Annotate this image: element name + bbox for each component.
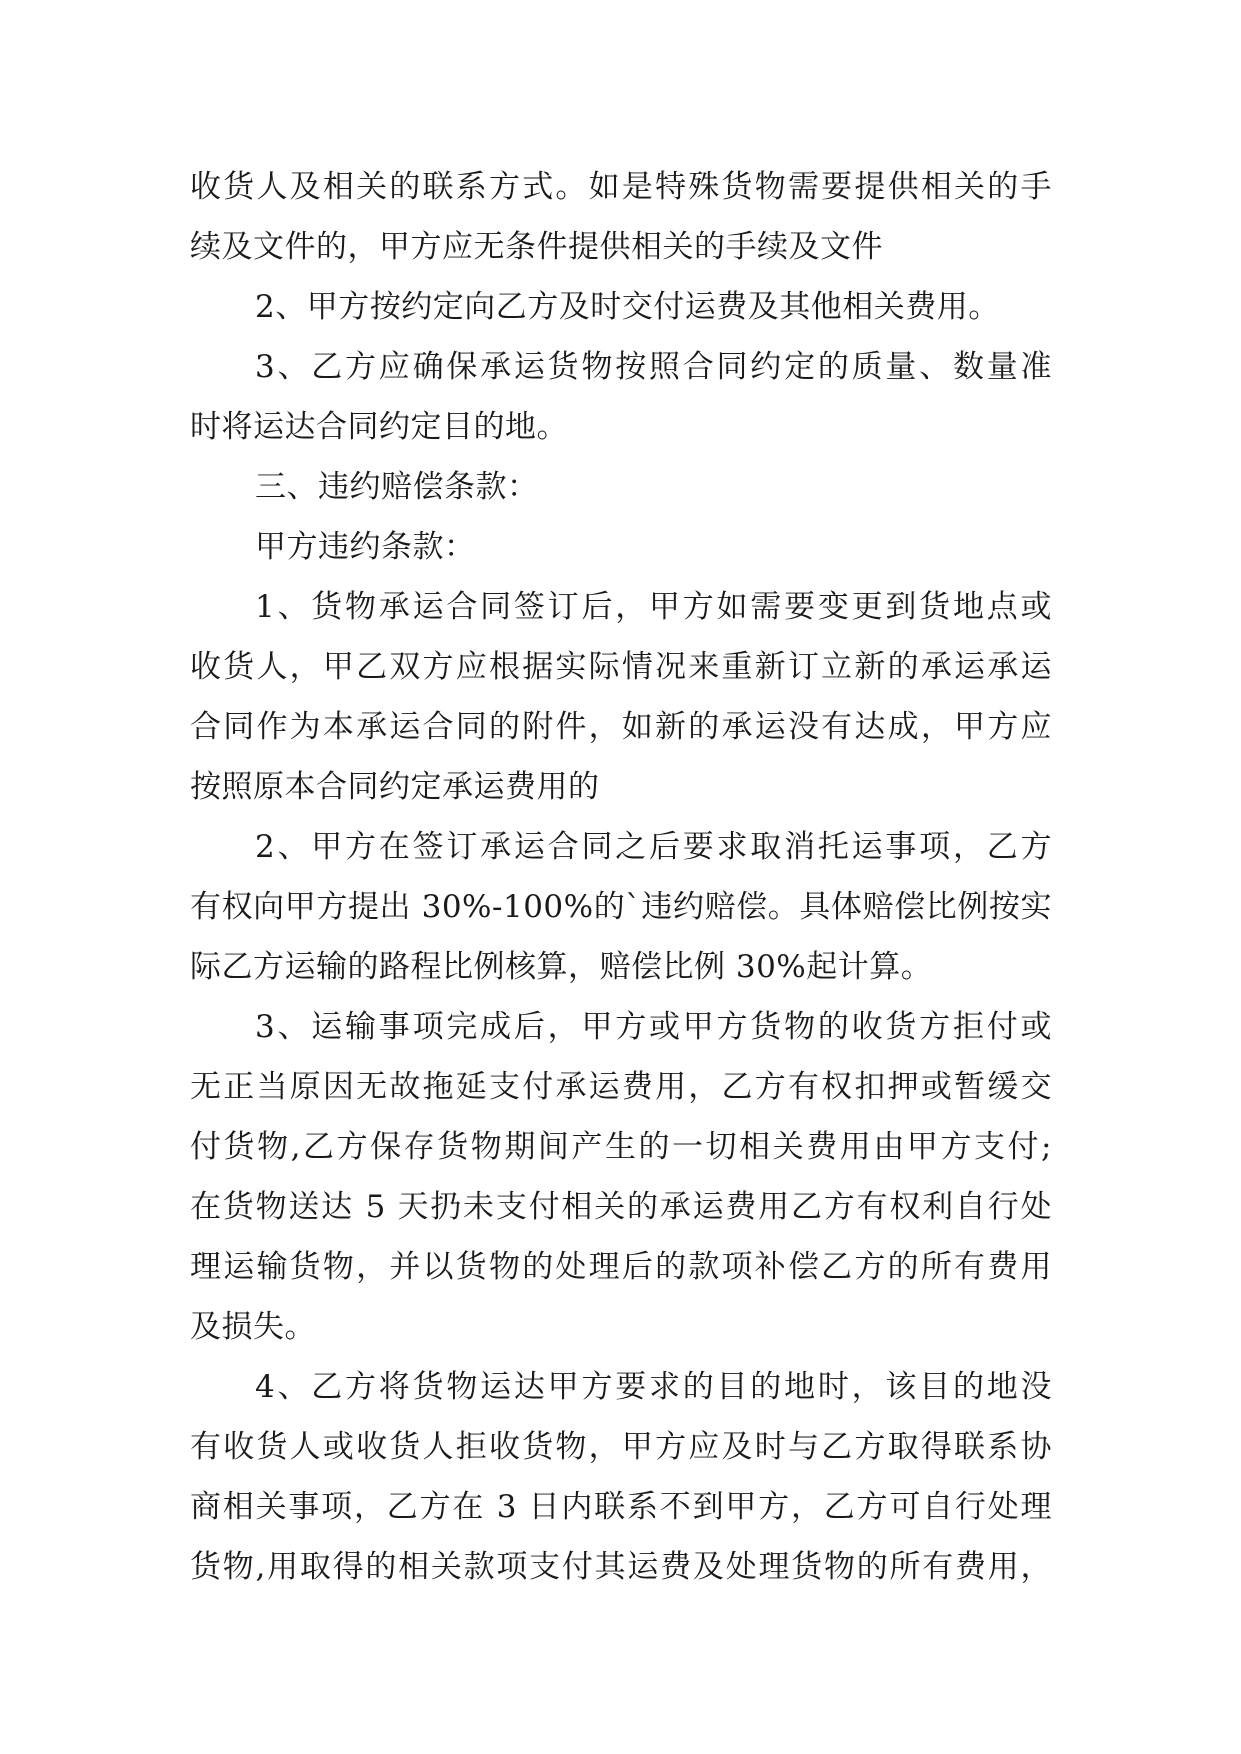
- text-line: 续及文件的，甲方应无条件提供相关的手续及文件: [190, 229, 883, 265]
- subsection-heading: 甲方违约条款：: [255, 529, 476, 565]
- text-line: 3、运输事项完成后，甲方或甲方货物的收货方拒付或: [255, 1009, 1052, 1045]
- text-line: 3、乙方应确保承运货物按照合同约定的质量、数量准: [255, 349, 1052, 385]
- text-line: 2、甲方在签订承运合同之后要求取消托运事项，乙方: [255, 829, 1052, 865]
- text-line: 无正当原因无故拖延支付承运费用，乙方有权扣押或暂缓交: [190, 1069, 1052, 1105]
- text-line: 及损失。: [190, 1309, 316, 1345]
- text-line: 理运输货物，并以货物的处理后的款项补偿乙方的所有费用: [190, 1249, 1052, 1285]
- text-line: 合同作为本承运合同的附件，如新的承运没有达成，甲方应: [190, 709, 1052, 745]
- text-line: 有收货人或收货人拒收货物，甲方应及时与乙方取得联系协: [190, 1429, 1052, 1465]
- text-line: 商相关事项，乙方在 3 日内联系不到甲方，乙方可自行处理: [190, 1489, 1052, 1525]
- section-heading: 三、违约赔偿条款：: [255, 469, 539, 505]
- text-line: 1、货物承运合同签订后，甲方如需要变更到货地点或: [255, 589, 1052, 625]
- text-line: 收货人，甲乙双方应根据实际情况来重新订立新的承运承运: [190, 649, 1052, 685]
- text-line: 时将运达合同约定目的地。: [190, 409, 568, 445]
- text-line: 货物,用取得的相关款项支付其运费及处理货物的所有费用，: [190, 1549, 1052, 1585]
- text-line: 收货人及相关的联系方式。如是特殊货物需要提供相关的手: [190, 169, 1052, 205]
- text-line: 在货物送达 5 天扔未支付相关的承运费用乙方有权利自行处: [190, 1189, 1052, 1225]
- text-line: 2、甲方按约定向乙方及时交付运费及其他相关费用。: [255, 289, 1000, 325]
- text-line: 际乙方运输的路程比例核算，赔偿比例 30%起计算。: [190, 949, 933, 985]
- text-line: 按照原本合同约定承运费用的: [190, 769, 600, 805]
- text-line: 4、乙方将货物运达甲方要求的目的地时，该目的地没: [255, 1369, 1052, 1405]
- text-line: 有权向甲方提出 30%-100%的`违约赔偿。具体赔偿比例按实: [190, 889, 1052, 925]
- text-line: 付货物,乙方保存货物期间产生的一切相关费用由甲方支付;: [190, 1129, 1052, 1165]
